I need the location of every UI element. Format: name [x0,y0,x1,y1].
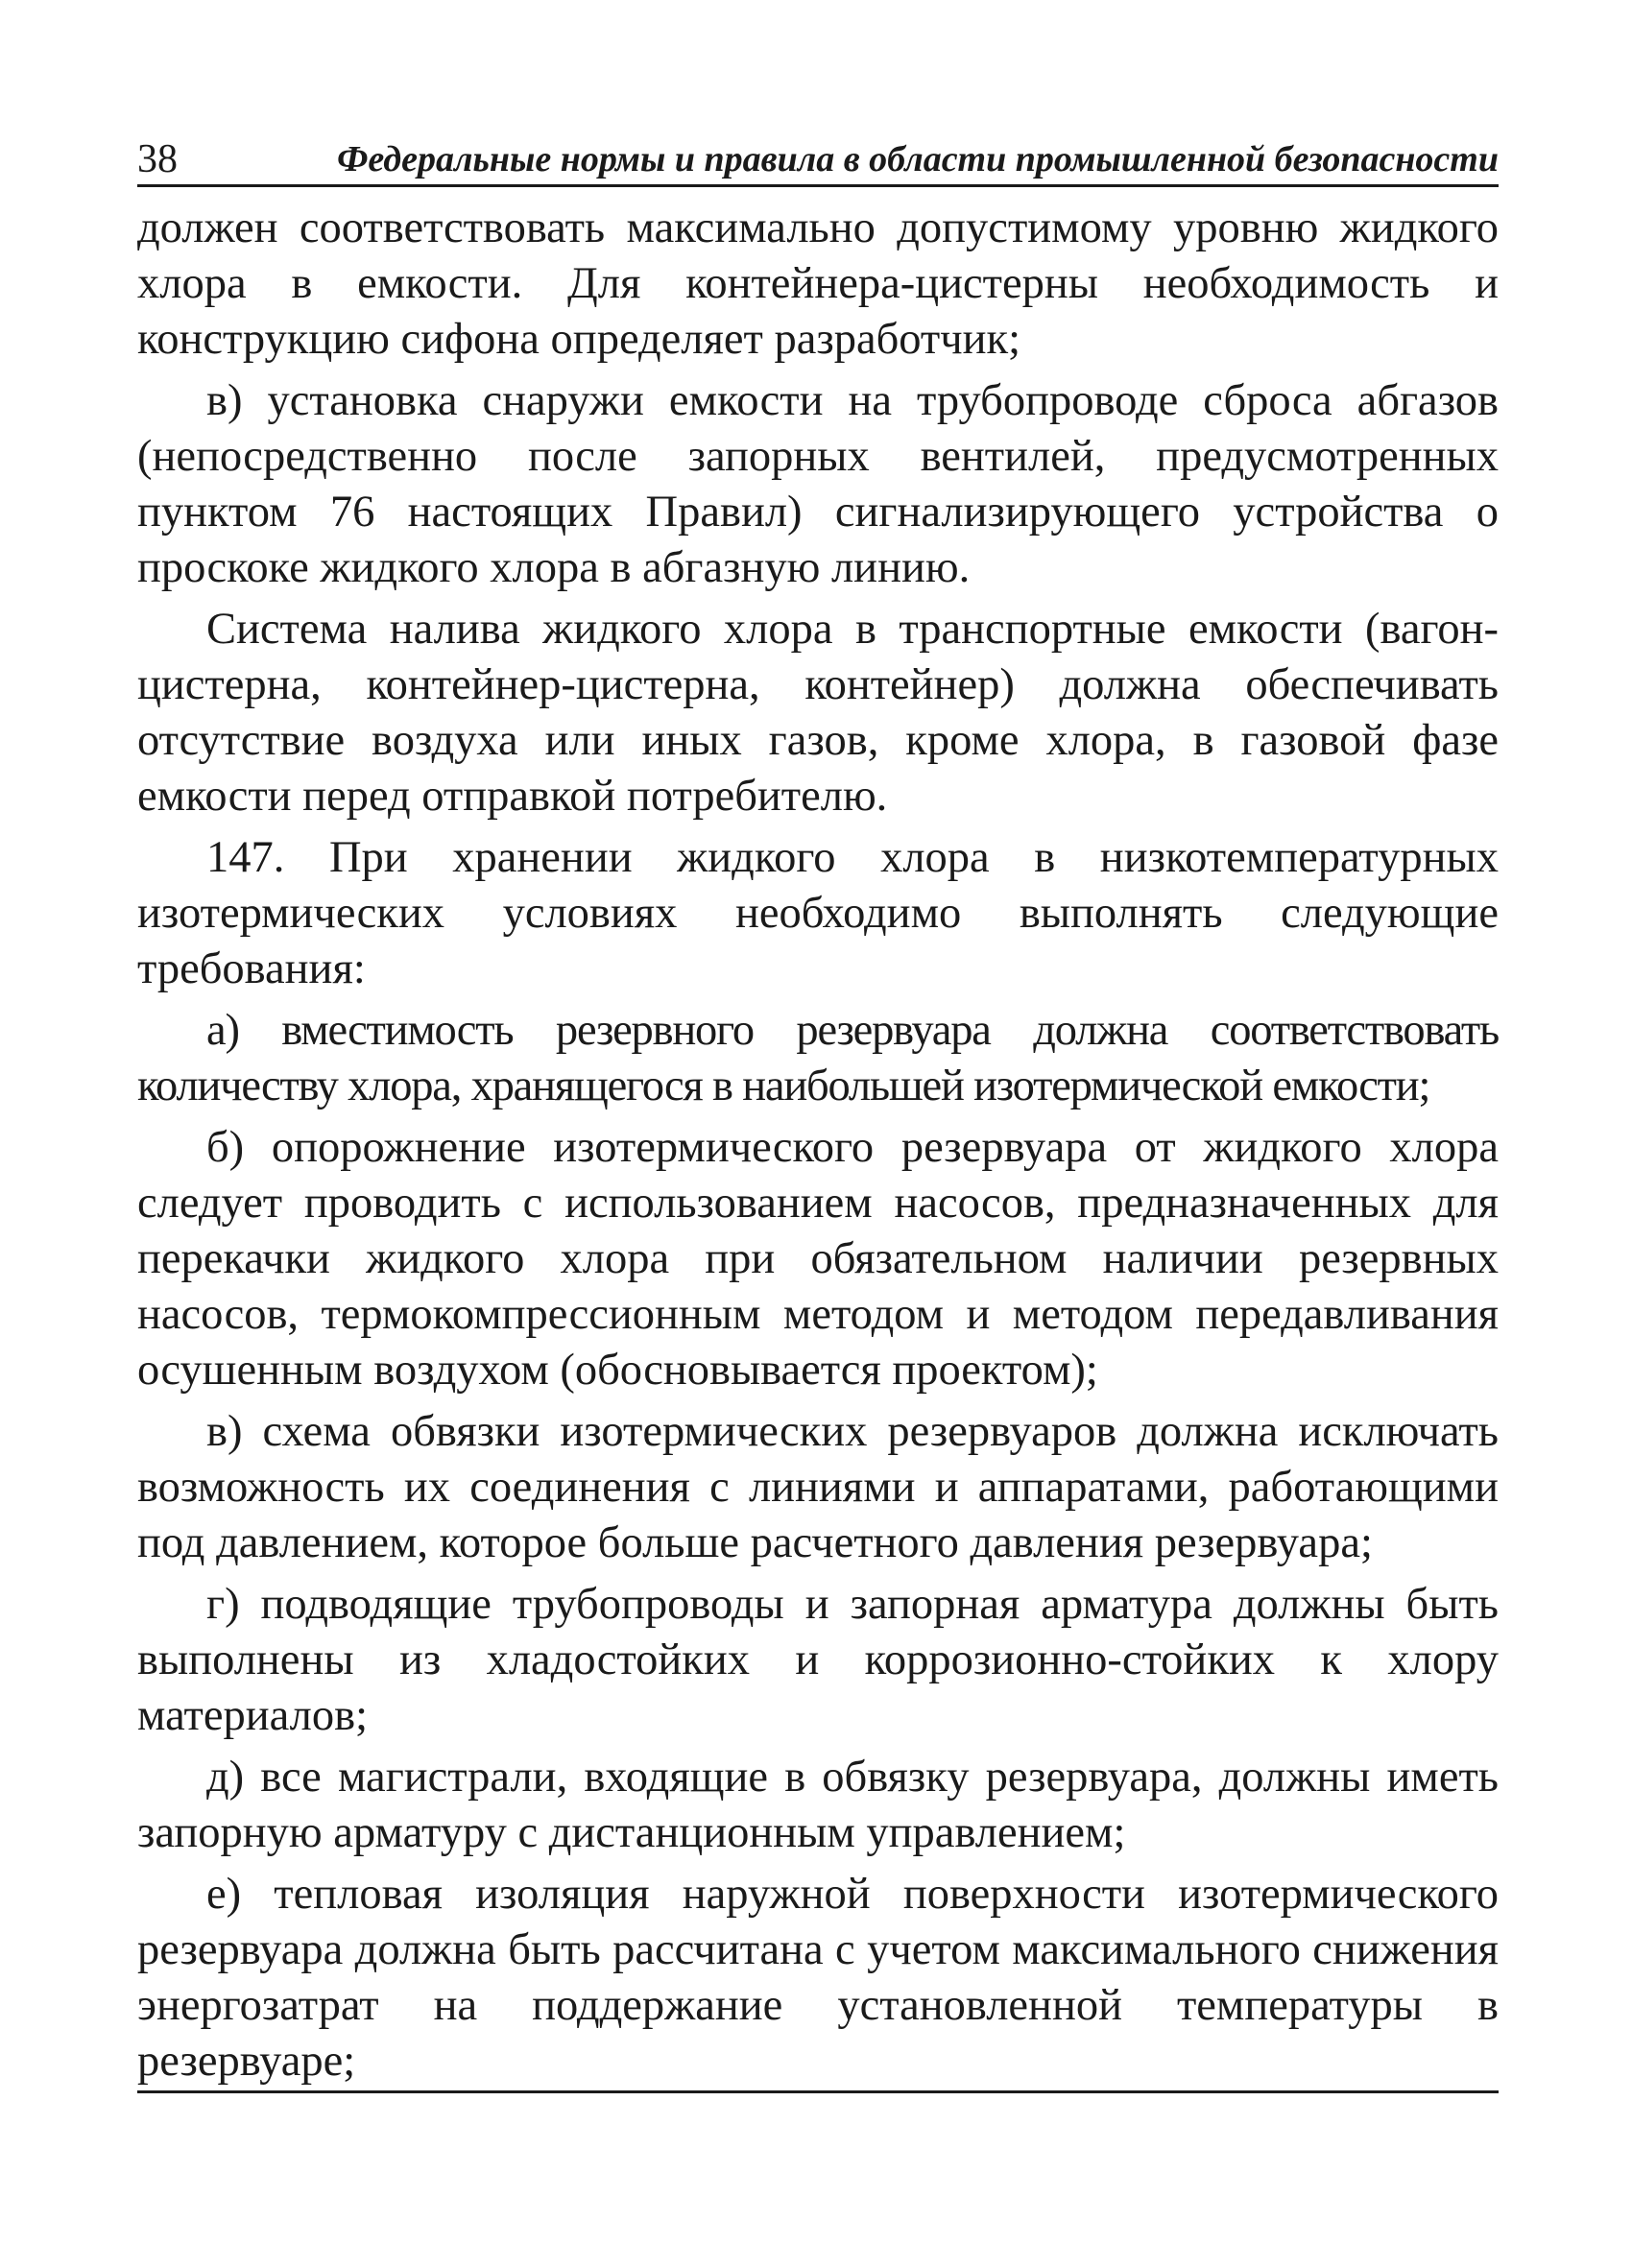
paragraph-item-b: б) опорожнение изотермического резервуара от жидкого хлора следует проводить с использованием насосов, предназначенных для перекачки жидкого хлора при обязательном наличии резервных насосов, термокомпрессионным методом и методом передавливания осушенным воздухом (обосновывается проектом); [137,1123,1499,1395]
paragraph-item-d: д) все магистрали, входящие в обвязку резервуара, должны иметь запорную арматуру с дистанционным управлением; [137,1753,1499,1857]
document-page [137,125,1499,2095]
paragraph-item-e: е) тепловая изоляция наружной поверхности изотермического резервуара должна быть рассчитана с учетом максимального снижения энергозатрат на поддержание установленной температуры в резервуаре; [137,1870,1499,2086]
page-header [137,125,1499,187]
body-text [137,201,1499,2089]
paragraph-item-a: а) вместимость резервного резервуара должна соответствовать количеству хлора, хранящегося в наибольшей изотермической емкости; [137,1006,1499,1110]
paragraph-147: 147. При хранении жидкого хлора в низкотемпературных изотермических условиях необходимо выполнять следующие требования: [137,833,1499,993]
paragraph-item-v-abgas-signal: в) установка снаружи емкости на трубопроводе сброса абгазов (непосредственно после запорных вентилей, предусмотренных пунктом 76 настоящих Правил) сигнализирующего устройства о проскоке жидкого хлора в абгазную линию. [137,376,1499,592]
paragraph-item-v: в) схема обвязки изотермических резервуаров должна исключать возможность их соединения с линиями и аппаратами, работающими под давлением, которое больше расчетного давления резервуара; [137,1407,1499,1567]
page-number: 38 [137,137,178,181]
paragraph-item-g: г) подводящие трубопроводы и запорная арматура должны быть выполнены из хладостойких и коррозионно-стойких к хлору материалов; [137,1580,1499,1740]
paragraph-continuation: должен соответствовать максимально допустимому уровню жидкого хлора в емкости. Для контейнера-цистерны необходимость и конструкцию сифона определяет разработчик; [137,203,1499,364]
running-title: Федеральные нормы и правила в области промышленной безопасности [337,139,1499,179]
paragraph-filling-system: Система налива жидкого хлора в транспортные емкости (вагон-цистерна, контейнер-цистерна, контейнер) должна обеспечивать отсутствие воздуха или иных газов, кроме хлора, в газовой фазе емкости перед отправкой потребителю. [137,605,1499,821]
footer-rule [137,2090,1499,2093]
